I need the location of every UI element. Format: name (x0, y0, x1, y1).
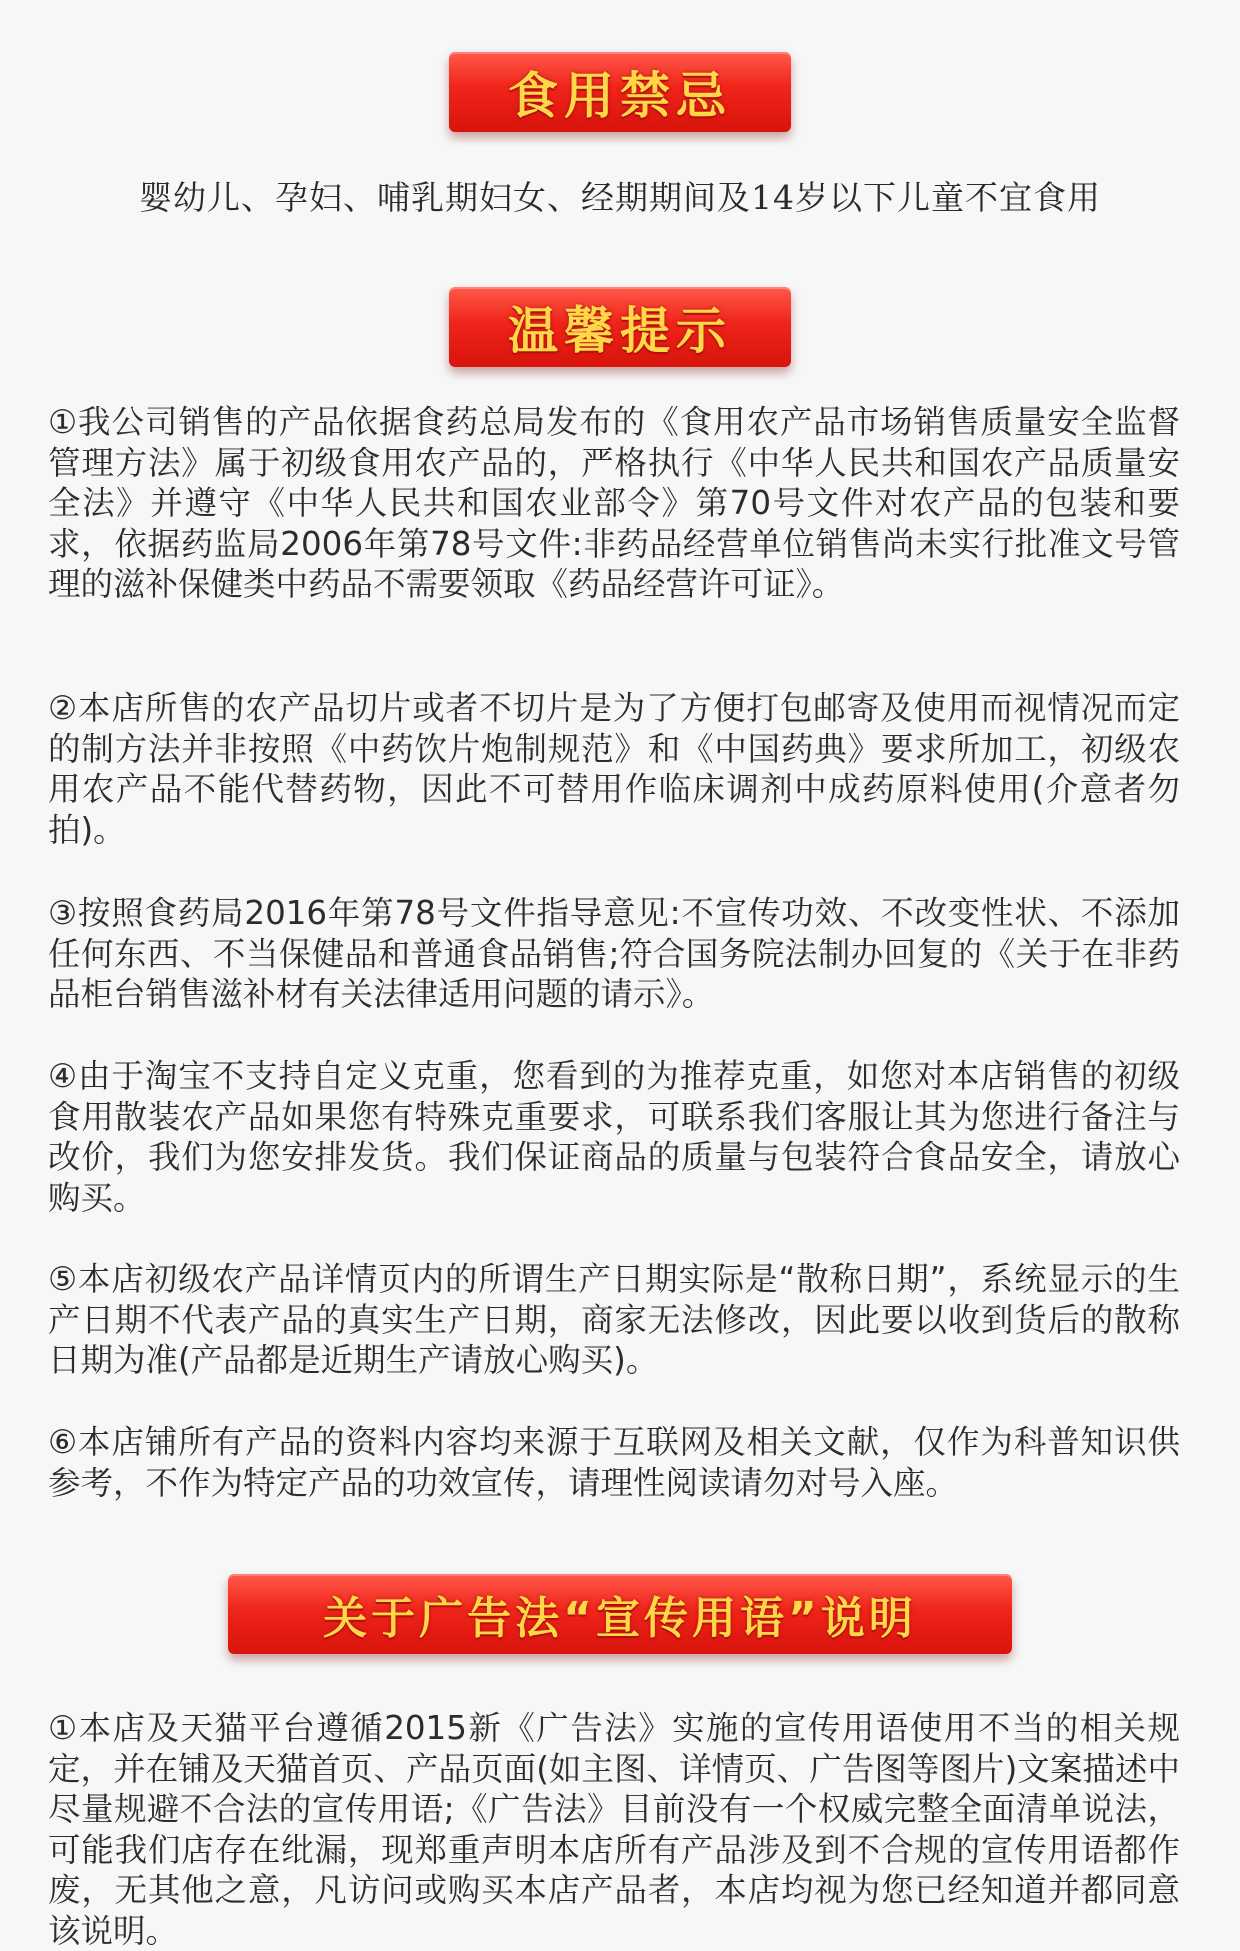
section-title-taboo: 食用禁忌 (508, 67, 732, 125)
section-title-tips: 温馨提示 (508, 302, 732, 360)
section-banner-taboo (449, 52, 791, 132)
taboo-text: 婴幼儿、孕妇、哺乳期妇女、经期期间及14岁以下儿童不宜食用 (139, 178, 1101, 217)
section-banner-tips (449, 287, 791, 367)
section-title-ad-law: 关于广告法“宣传用语”说明 (323, 1593, 917, 1644)
tips-paragraph-3: ③按照食药局2016年第78号文件指导意见:不宣传功效、不改变性状、不添加任何东西、不当保健品和普通食品销售;符合国务院法制办回复的《关于在非药品柜台销售滋补材有关法律适用问题的请示》。 (48, 894, 1180, 1013)
tips-paragraph-1: ①我公司销售的产品依据食药总局发布的《食用农产品市场销售质量安全监督管理方法》属于初级食用农产品的，严格执行《中华人民共和国农产品质量安全法》并遵守《中华人民共和国农业部令》第70号文件对农产品的包装和要求，依据药监局2006年第78号文件:非药品经营单位销售尚未实行批准文号管理的滋补保健类中药品不需要领取《药品经营许可证》。 (48, 403, 1180, 603)
tips-paragraph-5: ⑤本店初级农产品详情页内的所谓生产日期实际是“散称日期”，系统显示的生产日期不代表产品的真实生产日期，商家无法修改，因此要以收到货后的散称日期为准(产品都是近期生产请放心购买)。 (48, 1260, 1180, 1379)
tips-paragraph-2: ②本店所售的农产品切片或者不切片是为了方便打包邮寄及使用而视情况而定的制方法并非按照《中药饮片炮制规范》和《中国药典》要求所加工，初级农用农产品不能代替药物，因此不可替用作临床调剂中成药原料使用(介意者勿拍)。 (48, 689, 1180, 849)
section-banner-ad-law (228, 1574, 1012, 1654)
tips-paragraph-6: ⑥本店铺所有产品的资料内容均来源于互联网及相关文献，仅作为科普知识供参考，不作为特定产品的功效宣传，请理性阅读请勿对号入座。 (48, 1423, 1180, 1502)
ad-law-paragraph-1: ①本店及天猫平台遵循2015新《广告法》实施的宣传用语使用不当的相关规定，并在铺及天猫首页、产品页面(如主图、详情页、广告图等图片)文案描述中尽量规避不合法的宣传用语;《广告法》目前没有一个权威完整全面清单说法，可能我们店存在纰漏，现郑重声明本店所有产品涉及到不合规的宣传用语都作废，无其他之意，凡访问或购买本店产品者，本店均视为您已经知道并都同意该说明。 (48, 1709, 1180, 1950)
tips-paragraph-4: ④由于淘宝不支持自定义克重，您看到的为推荐克重，如您对本店销售的初级食用散装农产品如果您有特殊克重要求，可联系我们客服让其为您进行备注与改价，我们为您安排发货。我们保证商品的质量与包装符合食品安全，请放心购买。 (48, 1057, 1180, 1217)
